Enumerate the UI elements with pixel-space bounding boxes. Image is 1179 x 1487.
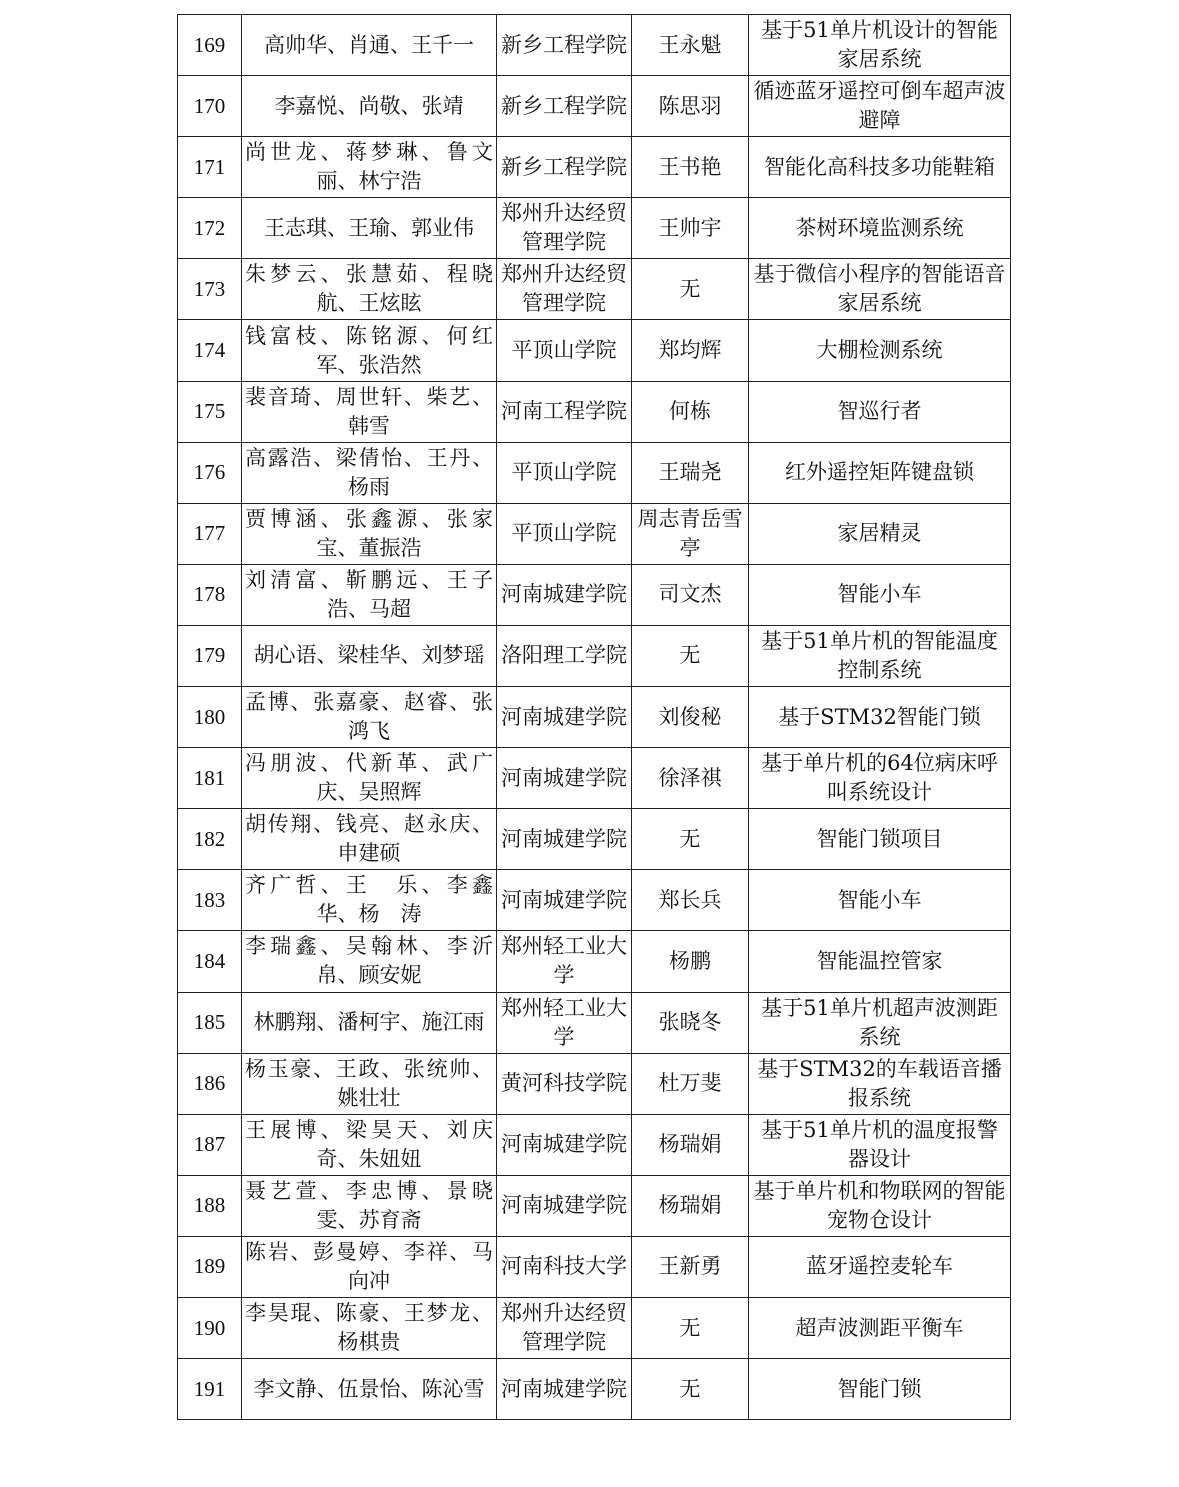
row-number: 174 [178, 320, 242, 381]
project-title: 基于单片机和物联网的智能宠物仓设计 [749, 1175, 1011, 1236]
row-number: 190 [178, 1297, 242, 1358]
row-number: 171 [178, 137, 242, 198]
school-name: 河南工程学院 [497, 381, 632, 442]
table-row [178, 931, 1011, 992]
table-row [178, 137, 1011, 198]
school-name: 新乡工程学院 [497, 15, 632, 76]
advisor-name: 无 [632, 259, 749, 320]
team-members: 陈岩、彭曼婷、李祥、马向冲 [242, 1236, 497, 1297]
advisor-name: 无 [632, 809, 749, 870]
advisor-name: 何栋 [632, 381, 749, 442]
project-title: 基于51单片机的智能温度控制系统 [749, 625, 1011, 686]
row-number: 184 [178, 931, 242, 992]
table-row [178, 198, 1011, 259]
advisor-name: 司文杰 [632, 564, 749, 625]
project-title: 基于STM32的车载语音播报系统 [749, 1053, 1011, 1114]
row-number: 169 [178, 15, 242, 76]
row-number: 181 [178, 748, 242, 809]
row-number: 191 [178, 1359, 242, 1420]
advisor-name: 郑均辉 [632, 320, 749, 381]
project-title: 家居精灵 [749, 503, 1011, 564]
table-row [178, 15, 1011, 76]
row-number: 182 [178, 809, 242, 870]
project-title: 基于51单片机设计的智能家居系统 [749, 15, 1011, 76]
team-members: 聂艺萱、李忠博、景晓雯、苏育斋 [242, 1175, 497, 1236]
advisor-name: 杨瑞娟 [632, 1175, 749, 1236]
advisor-name: 王帅宇 [632, 198, 749, 259]
school-name: 郑州升达经贸管理学院 [497, 259, 632, 320]
table-row [178, 564, 1011, 625]
row-number: 176 [178, 442, 242, 503]
table-row [178, 748, 1011, 809]
school-name: 平顶山学院 [497, 442, 632, 503]
advisor-name: 陈思羽 [632, 76, 749, 137]
school-name: 新乡工程学院 [497, 137, 632, 198]
team-members: 高帅华、肖通、王千一 [242, 15, 497, 76]
table-row [178, 809, 1011, 870]
advisor-name: 王书艳 [632, 137, 749, 198]
table-row [178, 687, 1011, 748]
school-name: 河南城建学院 [497, 748, 632, 809]
project-title: 大棚检测系统 [749, 320, 1011, 381]
project-title: 基于微信小程序的智能语音家居系统 [749, 259, 1011, 320]
advisor-name: 无 [632, 1359, 749, 1420]
school-name: 河南城建学院 [497, 870, 632, 931]
school-name: 河南城建学院 [497, 809, 632, 870]
advisor-name: 周志青岳雪亭 [632, 503, 749, 564]
team-members: 李文静、伍景怡、陈沁雪 [242, 1359, 497, 1420]
table-row [178, 625, 1011, 686]
team-members: 裴音琦、周世轩、柴艺、韩雪 [242, 381, 497, 442]
team-members: 李瑞鑫、吴翰林、李沂帛、顾安妮 [242, 931, 497, 992]
advisor-name: 无 [632, 1297, 749, 1358]
school-name: 新乡工程学院 [497, 76, 632, 137]
advisor-name: 王瑞尧 [632, 442, 749, 503]
table-row [178, 320, 1011, 381]
school-name: 郑州轻工业大学 [497, 931, 632, 992]
team-members: 尚世龙、蒋梦琳、鲁文丽、林宁浩 [242, 137, 497, 198]
advisor-name: 王永魁 [632, 15, 749, 76]
advisor-name: 徐泽祺 [632, 748, 749, 809]
row-number: 188 [178, 1175, 242, 1236]
project-title: 智能小车 [749, 564, 1011, 625]
table-row [178, 259, 1011, 320]
table-row [178, 1053, 1011, 1114]
row-number: 183 [178, 870, 242, 931]
project-title: 智能温控管家 [749, 931, 1011, 992]
team-members: 齐广哲、王 乐、李鑫华、杨 涛 [242, 870, 497, 931]
table-row [178, 381, 1011, 442]
project-title: 基于51单片机的温度报警器设计 [749, 1114, 1011, 1175]
project-title: 智能门锁项目 [749, 809, 1011, 870]
team-members: 李昊琨、陈豪、王梦龙、杨棋贵 [242, 1297, 497, 1358]
team-members: 林鹏翔、潘柯宇、施江雨 [242, 992, 497, 1053]
team-members: 刘清富、靳鹏远、王子浩、马超 [242, 564, 497, 625]
row-number: 180 [178, 687, 242, 748]
table-row [178, 1236, 1011, 1297]
advisor-name: 郑长兵 [632, 870, 749, 931]
project-title: 基于单片机的64位病床呼叫系统设计 [749, 748, 1011, 809]
table-row [178, 442, 1011, 503]
advisor-name: 杜万斐 [632, 1053, 749, 1114]
table-row [178, 992, 1011, 1053]
row-number: 172 [178, 198, 242, 259]
table-row [178, 503, 1011, 564]
team-members: 胡传翔、钱亮、赵永庆、申建硕 [242, 809, 497, 870]
table-row [178, 1114, 1011, 1175]
team-members: 李嘉悦、尚敬、张靖 [242, 76, 497, 137]
project-title: 智能化高科技多功能鞋箱 [749, 137, 1011, 198]
table-row [178, 1297, 1011, 1358]
project-title: 蓝牙遥控麦轮车 [749, 1236, 1011, 1297]
project-title: 红外遥控矩阵键盘锁 [749, 442, 1011, 503]
team-members: 胡心语、梁桂华、刘梦瑶 [242, 625, 497, 686]
team-members: 钱富枝、陈铭源、何红军、张浩然 [242, 320, 497, 381]
row-number: 173 [178, 259, 242, 320]
project-title: 超声波测距平衡车 [749, 1297, 1011, 1358]
school-name: 河南城建学院 [497, 687, 632, 748]
advisor-name: 刘俊秘 [632, 687, 749, 748]
row-number: 179 [178, 625, 242, 686]
advisor-name: 无 [632, 625, 749, 686]
project-title: 循迹蓝牙遥控可倒车超声波避障 [749, 76, 1011, 137]
table-row [178, 1175, 1011, 1236]
team-members: 朱梦云、张慧茹、程晓航、王炫眩 [242, 259, 497, 320]
row-number: 187 [178, 1114, 242, 1175]
row-number: 189 [178, 1236, 242, 1297]
project-title: 智巡行者 [749, 381, 1011, 442]
school-name: 河南城建学院 [497, 1114, 632, 1175]
team-members: 杨玉豪、王政、张统帅、姚壮壮 [242, 1053, 497, 1114]
school-name: 郑州轻工业大学 [497, 992, 632, 1053]
row-number: 178 [178, 564, 242, 625]
table-body [178, 15, 1011, 1420]
school-name: 黄河科技学院 [497, 1053, 632, 1114]
award-table [177, 14, 1011, 1420]
project-title: 智能门锁 [749, 1359, 1011, 1420]
team-members: 孟博、张嘉豪、赵睿、张鸿飞 [242, 687, 497, 748]
row-number: 186 [178, 1053, 242, 1114]
school-name: 郑州升达经贸管理学院 [497, 198, 632, 259]
row-number: 170 [178, 76, 242, 137]
row-number: 177 [178, 503, 242, 564]
advisor-name: 杨鹏 [632, 931, 749, 992]
team-members: 冯朋波、代新革、武广庆、吴照辉 [242, 748, 497, 809]
team-members: 王志琪、王瑜、郭业伟 [242, 198, 497, 259]
school-name: 河南城建学院 [497, 1359, 632, 1420]
school-name: 河南城建学院 [497, 1175, 632, 1236]
school-name: 郑州升达经贸管理学院 [497, 1297, 632, 1358]
advisor-name: 张晓冬 [632, 992, 749, 1053]
advisor-name: 杨瑞娟 [632, 1114, 749, 1175]
project-title: 智能小车 [749, 870, 1011, 931]
school-name: 河南科技大学 [497, 1236, 632, 1297]
school-name: 平顶山学院 [497, 503, 632, 564]
table-row [178, 76, 1011, 137]
advisor-name: 王新勇 [632, 1236, 749, 1297]
project-title: 茶树环境监测系统 [749, 198, 1011, 259]
school-name: 平顶山学院 [497, 320, 632, 381]
table-row [178, 870, 1011, 931]
team-members: 王展博、梁昊天、刘庆奇、朱妞妞 [242, 1114, 497, 1175]
team-members: 贾博涵、张鑫源、张家宝、董振浩 [242, 503, 497, 564]
table-row [178, 1359, 1011, 1420]
project-title: 基于51单片机超声波测距系统 [749, 992, 1011, 1053]
school-name: 河南城建学院 [497, 564, 632, 625]
team-members: 高露浩、梁倩怡、王丹、杨雨 [242, 442, 497, 503]
row-number: 175 [178, 381, 242, 442]
project-title: 基于STM32智能门锁 [749, 687, 1011, 748]
row-number: 185 [178, 992, 242, 1053]
school-name: 洛阳理工学院 [497, 625, 632, 686]
